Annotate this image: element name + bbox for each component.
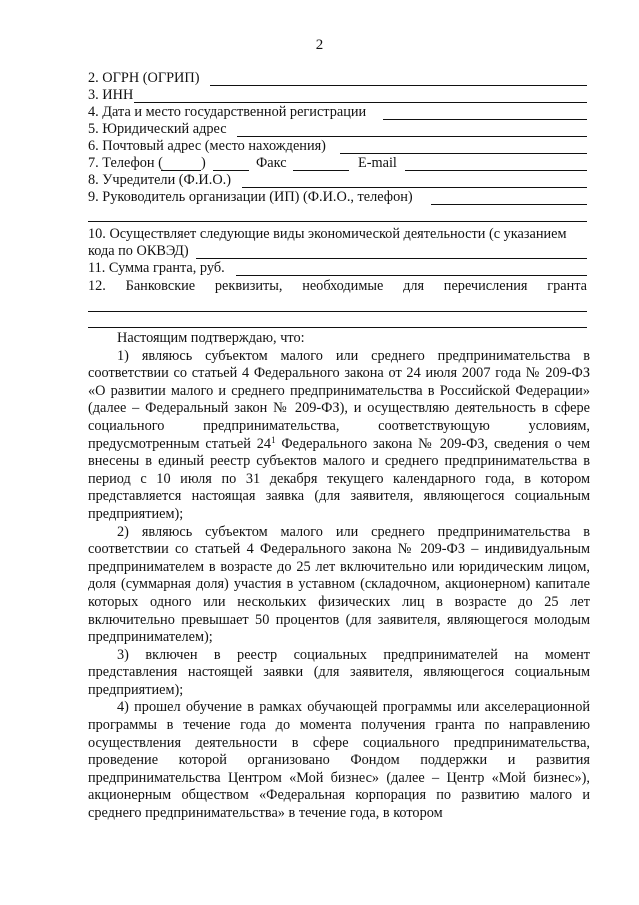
field-grant-sum-blank[interactable] bbox=[236, 275, 587, 276]
confirmation-section bbox=[88, 330, 590, 823]
confirmation-item-3: 3) включен в реестр социальных предпринимателей на момент представления настоящей заявки (для заявителя, являющегося социальным предприятием); bbox=[88, 646, 590, 698]
item-1-sup: 1 bbox=[271, 434, 276, 445]
field-inn-blank[interactable] bbox=[134, 102, 587, 103]
field-founders-blank[interactable] bbox=[242, 187, 587, 188]
field-bank-details-blank-1[interactable] bbox=[88, 311, 587, 312]
field-head-blank[interactable] bbox=[431, 204, 587, 205]
field-postal-address-blank[interactable] bbox=[340, 153, 587, 154]
field-founders-label: 8. Учредители (Ф.И.О.) bbox=[88, 172, 231, 188]
item-1-text-end: Федерального закона № 209-ФЗ, сведения о чем внесены в единый реестр субъектов малого и среднего предпринимательства в период с 10 июля по 31 декабря текущего календарного года, в котором представляется настоящая заявка (для заявителя, являющегося социальным предприятием); bbox=[88, 435, 590, 522]
field-email-label: E-mail bbox=[358, 155, 397, 171]
bank-word-7: гранта bbox=[547, 278, 587, 294]
field-grant-sum-label: 11. Сумма гранта, руб. bbox=[88, 260, 225, 276]
field-inn-label: 3. ИНН bbox=[88, 87, 134, 103]
page-number: 2 bbox=[315, 37, 324, 53]
field-ogrn-label: 2. ОГРН (ОГРИП) bbox=[88, 70, 200, 86]
field-phone-close-paren: ) bbox=[201, 155, 206, 171]
field-legal-address-label: 5. Юридический адрес bbox=[88, 121, 227, 137]
field-bank-details-label bbox=[88, 278, 587, 295]
confirmation-item-2: 2) являюсь субъектом малого или среднего предпринимательства в соответствии со статьей 4 Федерального закона № 209-ФЗ – индивидуальным предпринимателем в возрасте до 25 лет включительно или юридическим лицом, доля (суммарная доля) участия в уставном (складочном, акционерном) капитале которых одного или нескольких физических лиц в возрасте до 25 лет включительно превышает 50 процентов (для заявителя, являющегося молодым предпринимателем); bbox=[88, 523, 590, 646]
confirmation-item-4: 4) прошел обучение в рамках обучающей программы или акселерационной программы в течение года до момента получения гранта по направлению осуществления деятельности в сфере социального предпринимательства, проведение которой организовано Фондом поддержки и развития предпринимательства Центром «Мой бизнес» (далее – Центр «Мой бизнес»), акционерным обществом «Федеральная корпорация по развитию малого и среднего предпринимательства» в течение года, в котором bbox=[88, 699, 590, 822]
bank-word-3: реквизиты, bbox=[214, 278, 283, 294]
field-ogrn-blank[interactable] bbox=[210, 85, 587, 86]
field-head-blank-2[interactable] bbox=[88, 221, 587, 222]
field-activities-label-2: кода по ОКВЭД) bbox=[88, 243, 189, 259]
field-postal-address-label: 6. Почтовый адрес (место нахождения) bbox=[88, 138, 326, 154]
bank-word-1: 12. bbox=[88, 278, 106, 294]
field-phone-label: 7. Телефон ( bbox=[88, 155, 163, 171]
field-registration-blank[interactable] bbox=[383, 119, 587, 120]
confirmation-intro: Настоящим подтверждаю, что: bbox=[117, 330, 305, 346]
bank-word-6: перечисления bbox=[443, 278, 528, 294]
field-email-blank[interactable] bbox=[405, 170, 587, 171]
bank-word-2: Банковские bbox=[125, 278, 196, 294]
field-registration-label: 4. Дата и место государственной регистрации bbox=[88, 104, 367, 120]
field-activities-label: 10. Осуществляет следующие виды экономической деятельности (с указанием bbox=[88, 226, 567, 242]
bank-word-5: для bbox=[403, 278, 425, 294]
field-fax-label: Факс bbox=[256, 155, 287, 171]
field-phone-code-blank[interactable] bbox=[161, 170, 201, 171]
field-fax-blank[interactable] bbox=[293, 170, 349, 171]
bank-word-4: необходимые bbox=[302, 278, 384, 294]
field-bank-details-blank-2[interactable] bbox=[88, 327, 587, 328]
item-1-text: 1) являюсь субъектом малого или среднего предпринимательства в соответствии со статьей 4 Федерального закона от 24 июля 2007 года № 209-ФЗ «О развитии малого и среднего предпринимательства в Российской Федерации» (далее – Федеральный закон № 209-ФЗ), и осуществляю деятельность в сфере социального предпринимательства, соответствующую условиям, предусмотренным статьей 24 bbox=[88, 347, 590, 452]
field-activities-blank[interactable] bbox=[196, 258, 587, 259]
field-legal-address-blank[interactable] bbox=[237, 136, 587, 137]
field-head-label: 9. Руководитель организации (ИП) (Ф.И.О., телефон) bbox=[88, 189, 413, 205]
confirmation-item-1 bbox=[88, 348, 590, 524]
field-phone-blank[interactable] bbox=[213, 170, 249, 171]
